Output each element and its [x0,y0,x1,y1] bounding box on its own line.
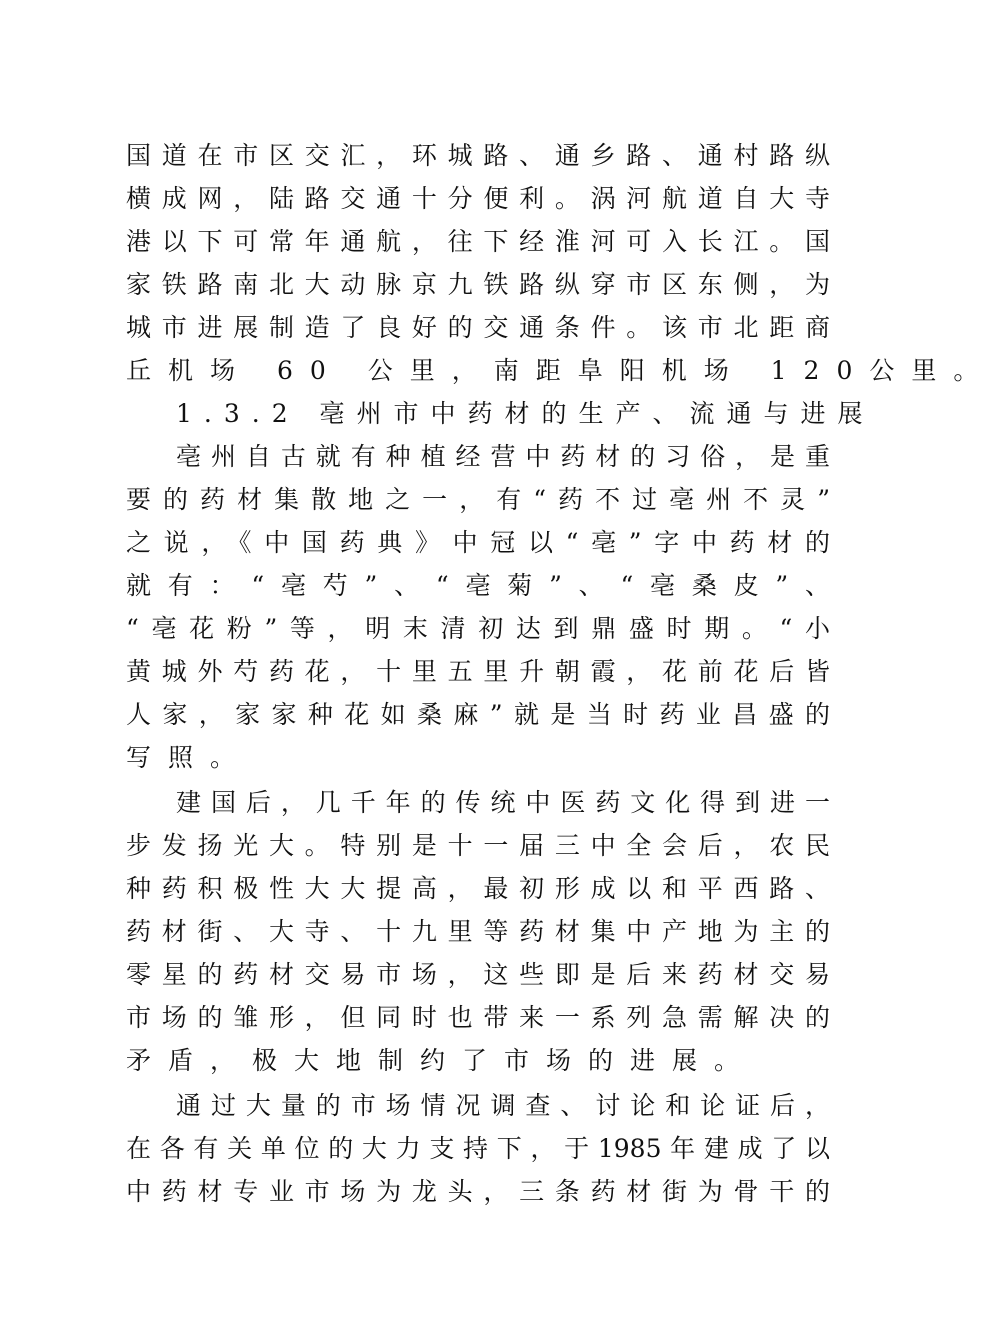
paragraph-line: 人家，家家种花如桑麻”就是当时药业昌盛的 [126,700,830,729]
paragraph-line: 种药积极性大大提高，最初形成以和平西路、 [126,874,830,903]
paragraph-line: 药材街、大寺、十九里等药材集中产地为主的 [126,917,830,946]
paragraph-line: 写照。 [126,743,253,772]
paragraph-line: 家铁路南北大动脉京九铁路纵穿市区东侧，为 [126,270,830,299]
paragraph-line: “亳花粉”等，明末清初达到鼎盛时期。“小 [126,614,830,643]
paragraph-line: 步发扬光大。特别是十一届三中全会后，农民 [126,831,830,860]
paragraph-line: 横成网，陆路交通十分便利。涡河航道自大寺 [126,184,830,213]
paragraph-line: 城市进展制造了良好的交通条件。该市北距商 [126,313,830,342]
paragraph-line: 中药材专业市场为龙头，三条药材街为骨干的 [126,1177,830,1206]
paragraph-line: 黄城外芍药花，十里五里升朝霞，花前花后皆 [126,657,830,686]
paragraph-line: 在各有关单位的大力支持下，于1985年建成了以 [126,1134,830,1163]
section-heading: 1.3.2 亳州市中药材的生产、流通与进展 [176,399,875,428]
paragraph-line: 通过大量的市场情况调查、讨论和论证后， [176,1091,830,1120]
paragraph-line: 就有：“亳芍”、“亳菊”、“亳桑皮”、 [126,571,830,600]
paragraph-line: 要的药材集散地之一，有“药不过亳州不灵” [126,485,830,514]
paragraph-line: 零星的药材交易市场，这些即是后来药材交易 [126,960,830,989]
paragraph-line: 建国后，几千年的传统中医药文化得到进一 [176,788,830,817]
paragraph-line: 亳州自古就有种植经营中药材的习俗，是重 [176,442,830,471]
paragraph-line: 国道在市区交汇，环城路、通乡路、通村路纵 [126,141,830,170]
paragraph-line: 港以下可常年通航，往下经淮河可入长江。国 [126,227,830,256]
paragraph-line: 矛盾，极大地制约了市场的进展。 [126,1046,757,1075]
paragraph-line: 丘机场 60 公里，南距阜阳机场 120公里。 [126,356,995,385]
paragraph-line: 之说，《中国药典》中冠以“亳”字中药材的 [126,528,830,557]
paragraph-line: 市场的雏形，但同时也带来一系列急需解决的 [126,1003,830,1032]
